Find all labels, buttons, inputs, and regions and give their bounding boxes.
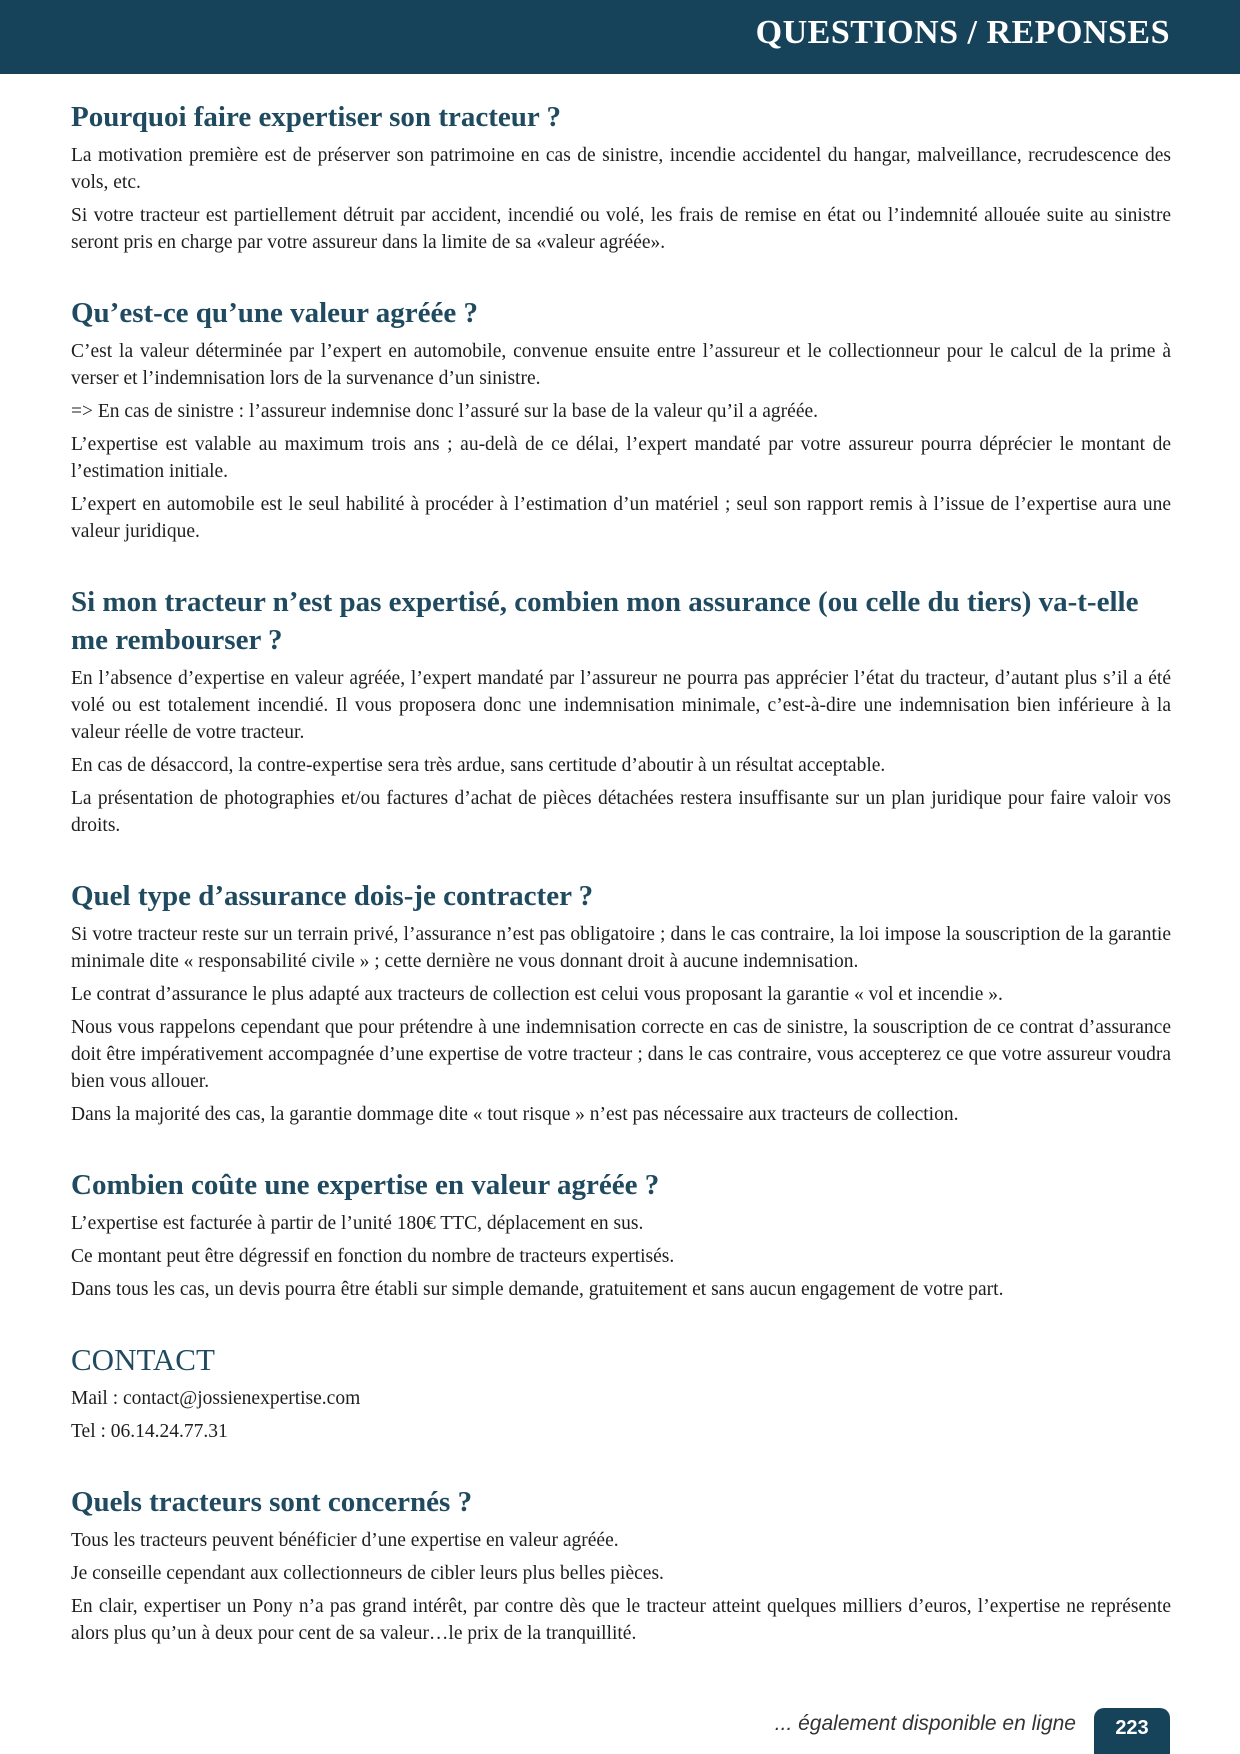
paragraph: La motivation première est de préserver son patrimoine en cas de sinistre, incendie accidentel du hangar, malveillance, recrudescence des vols, etc. (71, 145, 1171, 193)
paragraph: Nous vous rappelons cependant que pour prétendre à une indemnisation correcte en cas de sinistre, la souscription de ce contrat d’assurance doit être impérativement accompagnée d’une expertise de votre tracteur ; dans le cas contraire, vous accepterez ce que votre assureur voudra bien vous allouer. (71, 1017, 1171, 1092)
section-which-tractors (71, 1483, 1171, 1647)
paragraph: Dans la majorité des cas, la garantie dommage dite « tout risque » n’est pas nécessaire aux tracteurs de collection. (71, 1104, 959, 1125)
paragraph: Dans tous les cas, un devis pourra être établi sur simple demande, gratuitement et sans aucun engagement de votre part. (71, 1279, 1004, 1300)
section-title: Quels tracteurs sont concernés ? (71, 1486, 473, 1518)
paragraph: Si votre tracteur reste sur un terrain privé, l’assurance n’est pas obligatoire ; dans le cas contraire, la loi impose la souscription de la garantie minimale dite « responsabilité civile » ; cette dernière ne vous donnant droit à aucune indemnisation. (71, 924, 1171, 972)
section-title: Quel type d’assurance dois-je contracter ? (71, 880, 594, 912)
paragraph: => En cas de sinistre : l’assureur indemnise donc l’assuré sur la base de la valeur qu’il a agréée. (71, 401, 819, 422)
content (71, 98, 1171, 1685)
paragraph: Tous les tracteurs peuvent bénéficier d’une expertise en valeur agréée. (71, 1530, 619, 1551)
section-not-expertised (71, 583, 1171, 839)
section-why-expertise (71, 98, 1171, 256)
paragraph: En cas de désaccord, la contre-expertise sera très ardue, sans certitude d’aboutir à un résultat acceptable. (71, 755, 886, 776)
section-title: Qu’est-ce qu’une valeur agréée ? (71, 297, 478, 329)
contact-phone: Tel : 06.14.24.77.31 (71, 1421, 228, 1442)
paragraph: En l’absence d’expertise en valeur agréée, l’expert mandaté par l’assureur ne pourra pas apprécier l’état du tracteur, d’autant plus s’il a été volé ou est totalement incendié. Il vous proposera donc une indemnisation minimale, c’est-à-dire une indemnisation bien inférieure à la valeur réelle de votre tracteur. (71, 668, 1171, 743)
header-title: QUESTIONS / REPONSES (755, 14, 1170, 51)
footer-online-note: ... également disponible en ligne (774, 1712, 1076, 1735)
paragraph: L’expert en automobile est le seul habilité à procéder à l’estimation d’un matériel ; seul son rapport remis à l’issue de l’expertise aura une valeur juridique. (71, 494, 1171, 542)
paragraph: Le contrat d’assurance le plus adapté aux tracteurs de collection est celui vous proposant la garantie « vol et incendie ». (71, 984, 1003, 1005)
section-agreed-value (71, 294, 1171, 545)
paragraph: Ce montant peut être dégressif en fonction du nombre de tracteurs expertisés. (71, 1246, 675, 1267)
paragraph: L’expertise est facturée à partir de l’unité 180€ TTC, déplacement en sus. (71, 1213, 644, 1234)
paragraph: Si votre tracteur est partiellement détruit par accident, incendié ou volé, les frais de remise en état ou l’indemnité allouée suite au sinistre seront pris en charge par votre assureur dans la limite de sa «valeur agréée». (71, 205, 1171, 253)
header-bar (0, 0, 1240, 74)
section-insurance-type (71, 877, 1171, 1128)
paragraph: En clair, expertiser un Pony n’a pas grand intérêt, par contre dès que le tracteur atteint quelques milliers d’euros, l’expertise ne représente alors plus qu’un à deux pour cent de sa valeur…le prix de la tranquillité. (71, 1596, 1171, 1644)
contact-mail: Mail : contact@jossienexpertise.com (71, 1388, 361, 1409)
section-contact (71, 1341, 1171, 1445)
paragraph: L’expertise est valable au maximum trois ans ; au-delà de ce délai, l’expert mandaté par votre assureur pourra déprécier le montant de l’estimation initiale. (71, 434, 1171, 482)
section-title: Combien coûte une expertise en valeur agréée ? (71, 1169, 660, 1201)
paragraph: La présentation de photographies et/ou factures d’achat de pièces détachées restera insuffisante sur un plan juridique pour faire valoir vos droits. (71, 788, 1171, 836)
section-title: Si mon tracteur n’est pas expertisé, combien mon assurance (ou celle du tiers) va-t-elle me rembourser ? (71, 586, 1139, 656)
page-number: 223 (1094, 1708, 1170, 1754)
paragraph: Je conseille cependant aux collectionneurs de cibler leurs plus belles pièces. (71, 1563, 664, 1584)
paragraph: C’est la valeur déterminée par l’expert en automobile, convenue ensuite entre l’assureur et le collectionneur pour le calcul de la prime à verser et l’indemnisation lors de la survenance d’un sinistre. (71, 341, 1171, 389)
section-cost (71, 1166, 1171, 1303)
section-title: Pourquoi faire expertiser son tracteur ? (71, 101, 561, 133)
section-title: CONTACT (71, 1342, 215, 1377)
